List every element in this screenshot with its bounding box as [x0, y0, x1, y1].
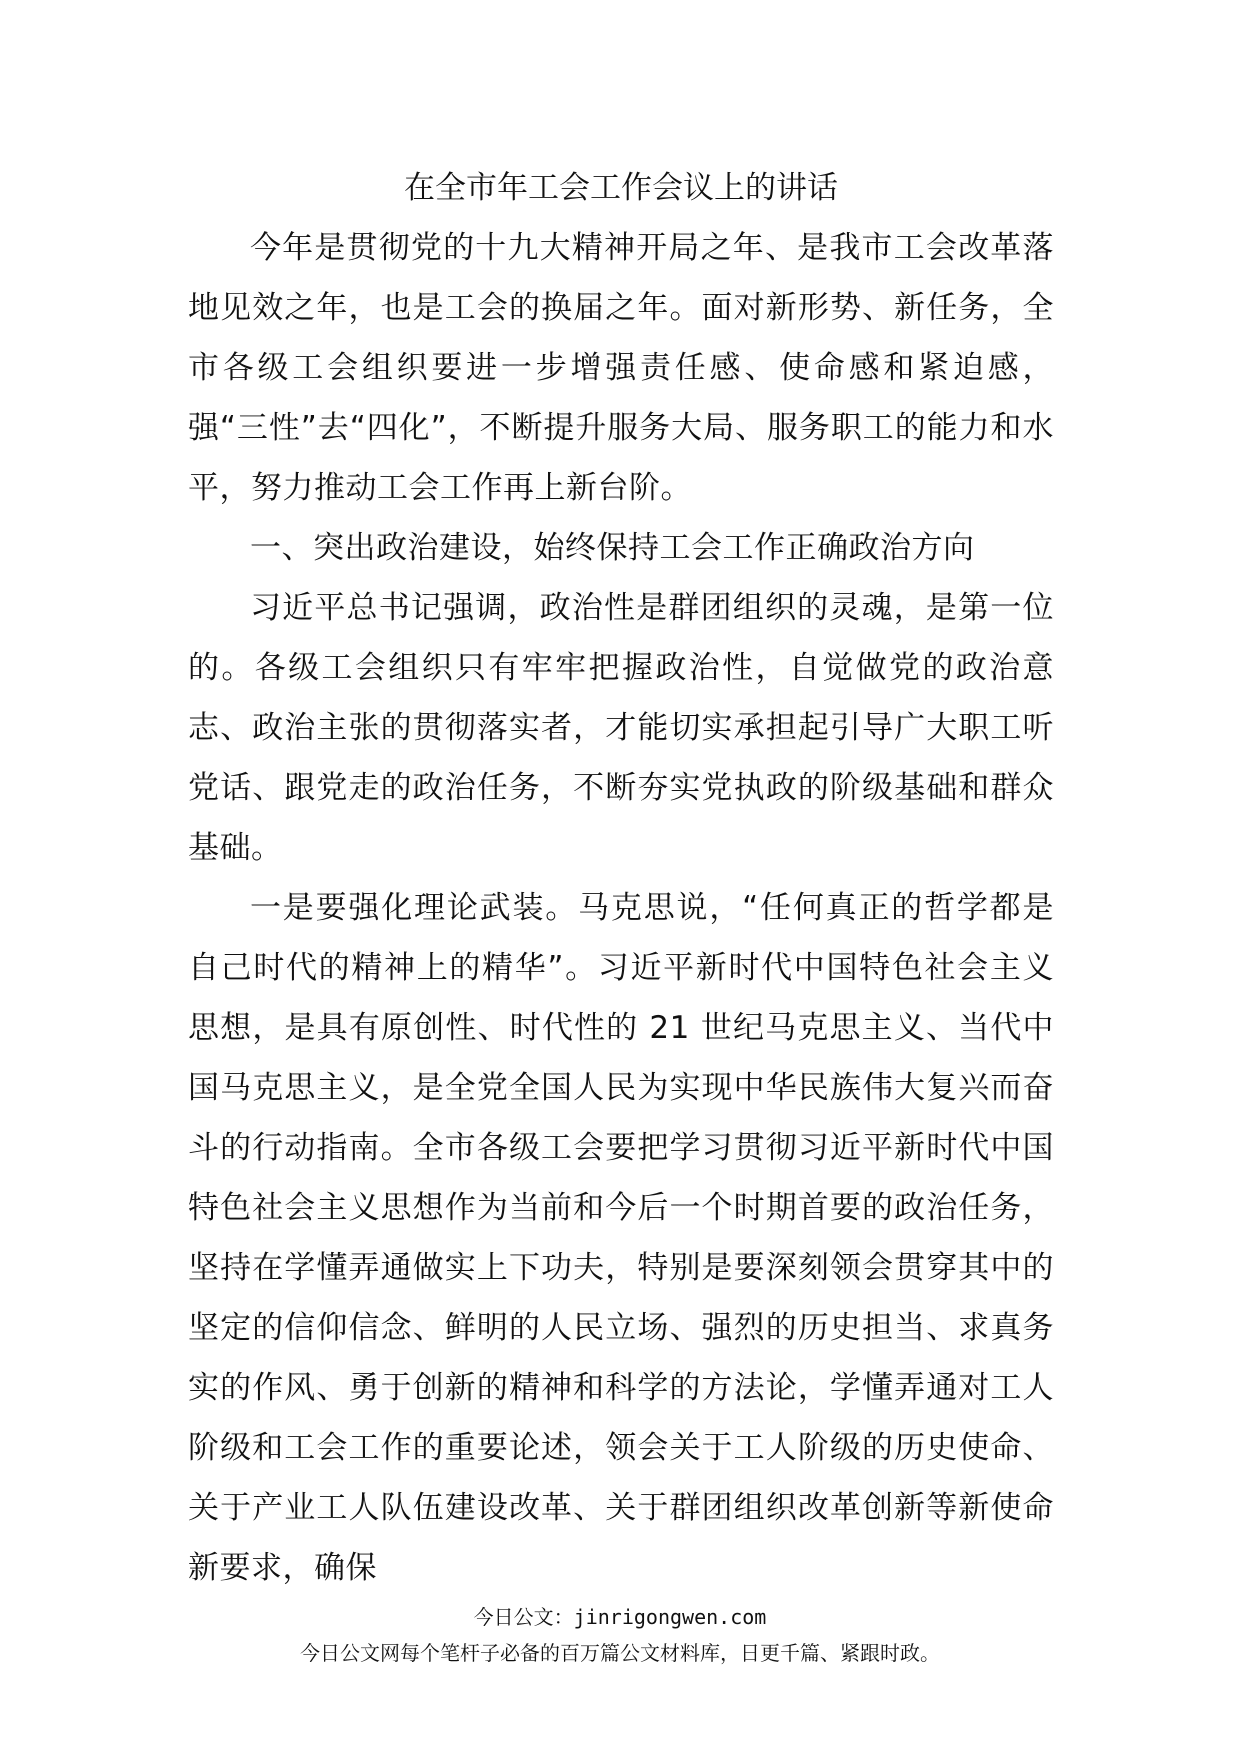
paragraph-intro: 今年是贯彻党的十九大精神开局之年、是我市工会改革落地见效之年，也是工会的换届之年。面对新形势、新任务，全市各级工会组织要进一步增强责任感、使命感和紧迫感，强“三性”去“四化”，不断提升服务大局、服务职工的能力和水平，努力推动工会工作再上新台阶。 — [188, 230, 1054, 506]
document-title: 在全市年工会工作会议上的讲话 — [404, 170, 838, 206]
section-heading-1: 一、突出政治建设，始终保持工会工作正确政治方向 — [250, 530, 975, 566]
footer-url-link[interactable]: jinrigongwen.com — [573, 1605, 767, 1629]
footer-slogan: 今日公文网每个笔杆子必备的百万篇公文材料库，日更千篇、紧跟时政。 — [300, 1641, 940, 1665]
footer-source — [0, 1601, 1240, 1630]
paragraph-theory: 一是要强化理论武装。马克思说，“任何真正的哲学都是自己时代的精神上的精华”。习近平新时代中国特色社会主义思想，是具有原创性、时代性的 21 世纪马克思主义、当代中国马克思主义，是全党全国人民为实现中华民族伟大复兴而奋斗的行动指南。全市各级工会要把学习贯彻习近平新时代中国特色社会主义思想作为当前和今后一个时期首要的政治任务，坚持在学懂弄通做实上下功夫，特别是要深刻领会贯穿其中的坚定的信仰信念、鲜明的人民立场、强烈的历史担当、求真务实的作风、勇于创新的精神和科学的方法论，学懂弄通对工人阶级和工会工作的重要论述，领会关于工人阶级的历史使命、关于产业工人队伍建设改革、关于群团组织改革创新等新使命新要求，确保 — [188, 890, 1054, 1586]
paragraph-political: 习近平总书记强调，政治性是群团组织的灵魂，是第一位的。各级工会组织只有牢牢把握政治性，自觉做党的政治意志、政治主张的贯彻落实者，才能切实承担起引导广大职工听党话、跟党走的政治任务，不断夯实党执政的阶级基础和群众基础。 — [188, 590, 1054, 866]
footer-label: 今日公文： — [473, 1605, 574, 1629]
document-page — [188, 158, 1054, 1598]
